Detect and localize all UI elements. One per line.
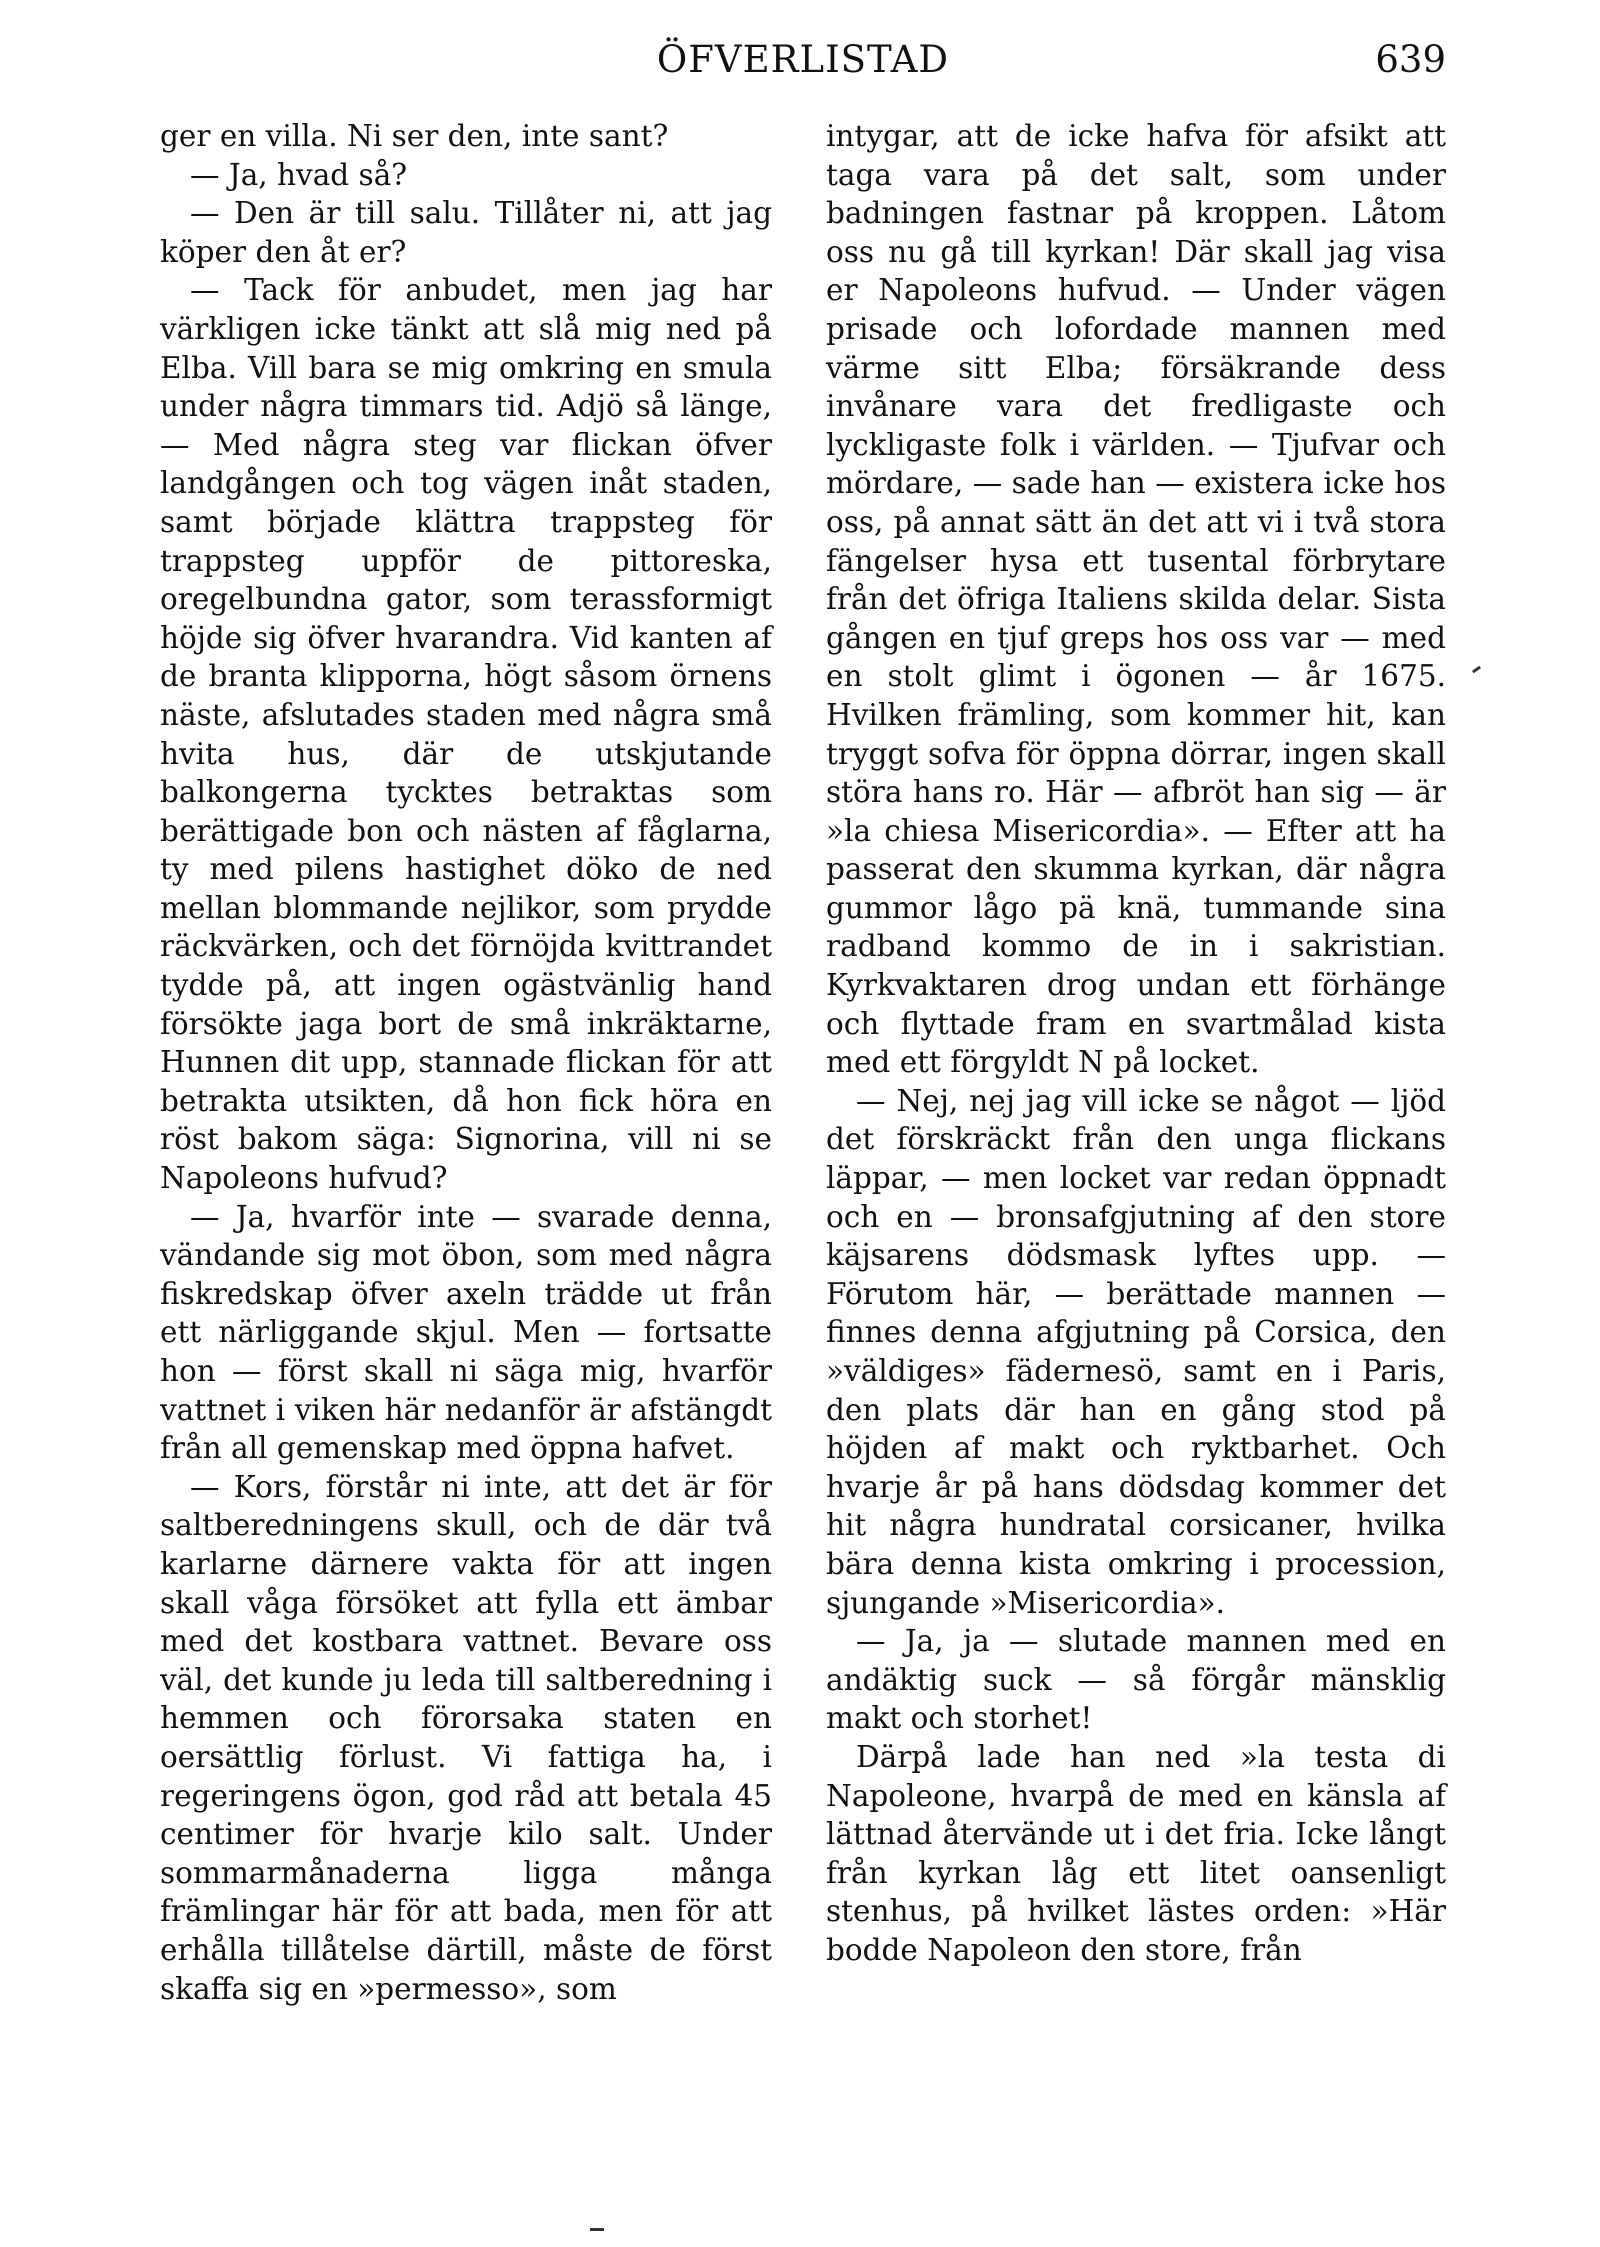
paragraph: — Ja, hvarför inte — svarade denna, vändande sig mot öbon, som med några fiskredskap öfver axeln trädde ut från ett närliggande skjul. Men — fortsatte hon — först skall ni säga mig, hvarför vattnet i viken här nedanför är afstängdt från all gemenskap med öppna hafvet. bbox=[160, 1199, 772, 1466]
paragraph: intygar, att de icke hafva för afsikt att taga vara på det salt, som under badningen fastnar på kroppen. Låtom oss nu gå till kyrkan! Där skall jag visa er Napoleons hufvud. — Under vägen prisade och lofordade mannen med värme sitt Elba; försäkrande dess invånare vara det fredligaste och lyckligaste folk i världen. — Tjufvar och mördare, — sade han — existera icke hos oss, på annat sätt än det att vi i två stora fängelser hysa ett tusental förbrytare från det öfriga Italiens skilda delar. Sista gången en tjuf greps hos oss var — med en stolt glimt i ögonen — år 1675. Hvilken främling, som kommer hit, kan tryggt sofva för öppna dörrar, ingen skall störa hans ro. Här — afbröt han sig — är »la chiesa Misericordia». — Efter att ha passerat den skumma kyrkan, där några gummor lågo pä knä, tummande sina radband kommo de in i sakristian. Kyrkvaktaren drog undan ett förhänge och flyttade fram en svartmålad kista med ett förgyldt N på locket. bbox=[826, 119, 1446, 1080]
paragraph: ger en villa. Ni ser den, inte sant? bbox=[160, 119, 669, 153]
paragraph: — Kors, förstår ni inte, att det är för saltberedningens skull, och de där två karlarne därnere vakta för att ingen skall våga försöket att fylla ett ämbar med det kostbara vattnet. Bevare oss väl, det kunde ju leda till saltberedning i hemmen och förorsaka staten en oersättlig förlust. Vi fattiga ha, i regeringens ögon, god råd att betala 45 centimer för hvarje kilo salt. Under sommarmånaderna ligga många främlingar här för att bada, men för att erhålla tillåtelse därtill, måste de först skaffa sig en »permesso», som bbox=[160, 1469, 772, 2006]
paragraph: — Den är till salu. Tillåter ni, att jag köper den åt er? bbox=[160, 196, 772, 269]
print-speck bbox=[1472, 666, 1481, 674]
paragraph: Därpå lade han ned »la testa di Napoleone, hvarpå de med en känsla af lättnad återvände ut i det fria. Icke långt från kyrkan låg ett litet oansenligt stenhus, på hvilket lästes orden: »Här bodde Napoleon den store, från bbox=[826, 1739, 1446, 1967]
running-head bbox=[160, 30, 1446, 90]
paragraph: — Ja, ja — slutade mannen med en andäktig suck — så förgår mänsklig makt och storhet! bbox=[826, 1624, 1446, 1736]
page-number: 639 bbox=[1375, 38, 1446, 81]
left-column bbox=[160, 117, 772, 2008]
paragraph: — Ja, hvad så? bbox=[190, 157, 408, 192]
right-column bbox=[826, 117, 1446, 1970]
paragraph: — Nej, nej jag vill icke se något — ljöd det förskräckt från den unga flickans läppar, — men locket var redan öppnadt och en — bronsafgjutning af den store käjsarens dödsmask lyftes upp. — Förutom här, — berättade mannen — finnes denna afgjutning på Corsica, den »väldiges» fädernesö, samt en i Paris, den plats där han en gång stod på höjden af makt och ryktbarhet. Och hvarje år på hans dödsdag kommer det hit några hundratal corsicaner, hvilka bära denna kista omkring i procession, sjungande »Misericordia». bbox=[826, 1083, 1446, 1620]
chapter-title: ÖFVERLISTAD bbox=[656, 38, 950, 81]
paragraph: — Tack för anbudet, men jag har värkligen icke tänkt att slå mig ned på Elba. Vill bara se mig omkring en smula under några timmars tid. Adjö så länge, — Med några steg var flickan öfver landgången och tog vägen inåt staden, samt började klättra trappsteg för trappsteg uppför de pittoreska, oregelbundna gator, som terassformigt höjde sig öfver hvarandra. Vid kanten af de branta klipporna, högt såsom örnens näste, afslutades staden med några små hvita hus, där de utskjutande balkongerna tycktes betraktas som berättigade bon och nästen af fåglarna, ty med pilens hastighet döko de ned mellan blommande nejlikor, som prydde räckvärken, och det förnöjda kvittrandet tydde på, att ingen ogästvänlig hand försökte jaga bort de små inkräktarne, Hunnen dit upp, stannade flickan för att betrakta utsikten, då hon fick höra en röst bakom säga: Signorina, vill ni se Napoleons hufvud? bbox=[160, 273, 772, 1196]
print-speck bbox=[590, 2228, 604, 2231]
